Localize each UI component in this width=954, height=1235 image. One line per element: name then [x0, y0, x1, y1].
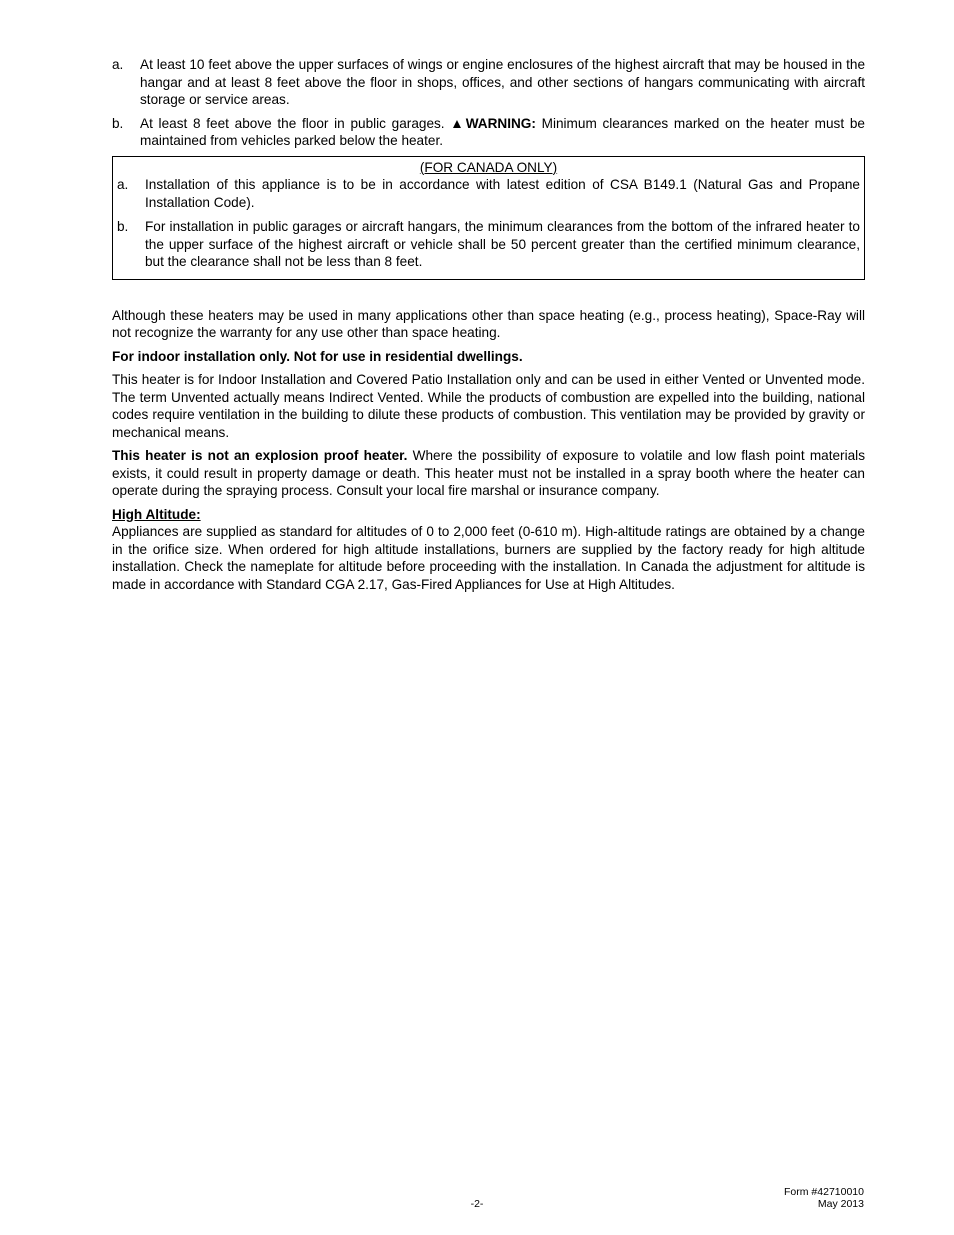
- form-number: Form #42710010: [784, 1186, 864, 1198]
- vented-paragraph: This heater is for Indoor Installation and Covered Patio Installation only and can be used in either Vented or Unvented mode. The term Unvented actually means Indirect Vented. While the products of combustion are expelled into the building, national codes require ventilation in the building to dilute these products of combustion. This ventilation may be provided by gravity or mechanical means.: [112, 372, 865, 440]
- explosion-bold-lead: This heater is not an explosion proof heater.: [112, 448, 408, 463]
- indoor-only-notice: For indoor installation only. Not for use in residential dwellings.: [112, 348, 523, 364]
- list-text: For installation in public garages or aircraft hangars, the minimum clearances from the bottom of the infrared heater to the upper surface of the highest aircraft or vehicle shall be 50 percent greater than the certified minimum clearance, but the clearance shall not be less than 8 feet.: [145, 219, 860, 269]
- altitude-paragraph: Appliances are supplied as standard for altitudes of 0 to 2,000 feet (0-610 m). High-altitude ratings are obtained by a change in the orifice size. When ordered for high altitude installations, burners are supplied by the factory ready for high altitude installation. Check the nameplate for altitude before proceeding with the installation. In Canada the adjustment for altitude is made in accordance with Standard CGA 2.17, Gas-Fired Appliances for Use at High Altitudes.: [112, 524, 865, 592]
- canada-only-box: [112, 156, 865, 280]
- explosion-paragraph: [112, 447, 865, 500]
- list-letter: a.: [112, 57, 124, 72]
- list-text: Installation of this appliance is to be in accordance with latest edition of CSA B149.1 (Natural Gas and Propane Installation Code).: [145, 177, 860, 210]
- list-text-before: At least 8 feet above the floor in public garages.: [140, 115, 451, 131]
- list-letter: b.: [112, 115, 124, 131]
- section-spacer: [112, 280, 865, 307]
- page-number: -2-: [470, 1198, 484, 1210]
- warning-icon: ▲: [450, 115, 466, 131]
- canada-item-a: [117, 176, 860, 211]
- document-body: [112, 56, 865, 599]
- list-letter: a.: [117, 177, 129, 192]
- list-text: [140, 115, 865, 150]
- list-text-after: Minimum clearances marked on the heater must be maintained from vehicles parked below the heater.: [140, 115, 865, 148]
- warranty-paragraph: Although these heaters may be used in many applications other than space heating (e.g., process heating), Space-Ray will not recognize the warranty for any use other than space heating.: [112, 307, 865, 340]
- form-info: [784, 1186, 864, 1210]
- explosion-text: Where the possibility of exposure to volatile and low flash point materials exists, it could result in property damage or death. This heater must not be installed in a spray booth where the heater can operate during the spraying process. Consult your local fire marshal or insurance company.: [112, 448, 865, 498]
- hangar-item-b: [112, 115, 865, 150]
- hangar-item-a: [112, 56, 865, 109]
- canada-item-b: [117, 218, 860, 271]
- list-text: At least 10 feet above the upper surfaces of wings or engine enclosures of the highest aircraft that may be housed in the hangar and at least 8 feet above the floor in shops, offices, and other sections of hangars communicating with aircraft storage or service areas.: [140, 57, 865, 107]
- canada-box-heading: (FOR CANADA ONLY): [419, 159, 558, 175]
- altitude-heading: High Altitude:: [112, 506, 201, 522]
- list-letter: b.: [117, 219, 129, 234]
- form-date: May 2013: [817, 1198, 864, 1210]
- warning-label: WARNING:: [465, 115, 536, 131]
